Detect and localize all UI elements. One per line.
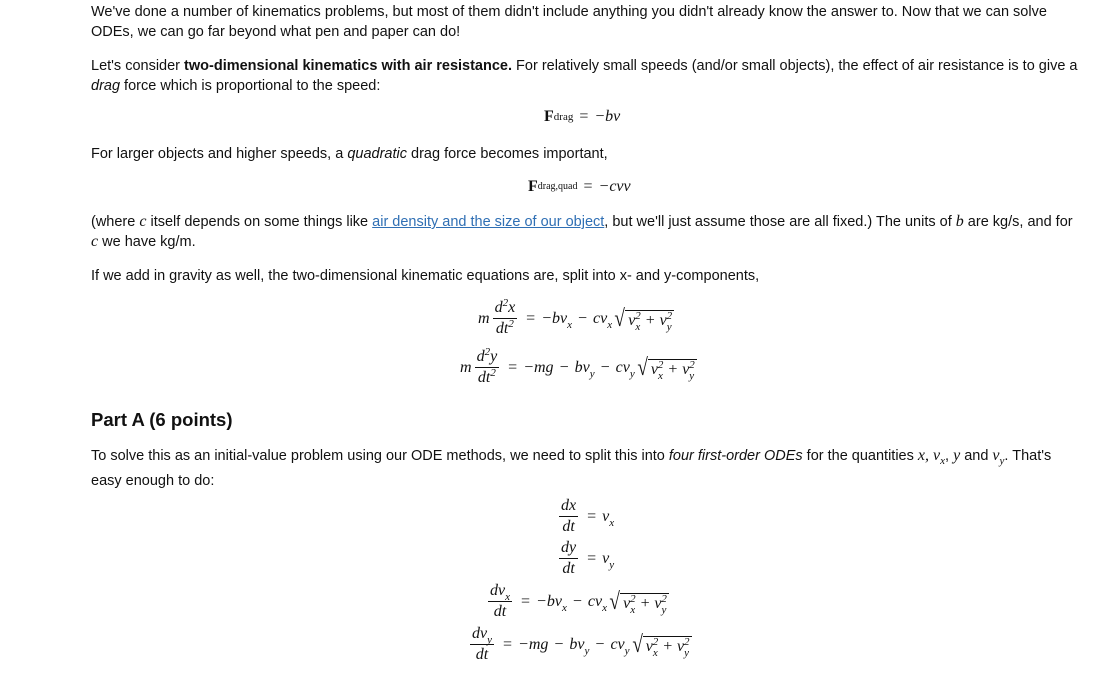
intro-paragraph-4: (where c itself depends on some things like air density and the size of our object, but we'll just assume those are all fixed.) The units of b are kg/s, and for c we have kg/m.	[91, 213, 1073, 250]
intro-paragraph-3: For larger objects and higher speeds, a quadratic drag force becomes important,	[91, 146, 608, 162]
intro-paragraph-5: If we add in gravity as well, the two-dimensional kinematic equations are, split into x- and y-components,	[91, 268, 760, 284]
equation-dvy-dt: $\frac{dv_y}{dt}$ = −mg − $bv_y$ − $cv_y$ √ $v_x^2 + v_y^2$	[472, 625, 690, 663]
equation-y-second-order: m $\frac{d^2y}{dt^2}$ = −mg − $bv_y$ − $cv_y$ √ $v_x^2 + v_y^2$	[460, 346, 695, 386]
intro-paragraph-2: Let's consider two-dimensional kinematics with air resistance. For relatively small speeds (and/or small objects), the effect of air resistance is to give a drag force which is proportional to the speed:	[91, 58, 1078, 94]
equation-quadratic-drag: F drag,quad = −cvv	[528, 178, 631, 195]
equation-linear-drag: F drag = −bv	[544, 108, 621, 125]
part-a-heading: Part A (6 points)	[91, 409, 233, 430]
equation-dvx-dt: $\frac{dv_x}{dt}$ = $-bv_x$ − $cv_x$ √ $v_x^2 + v_y^2$	[490, 582, 667, 620]
equation-dx-dt: $\frac{dx}{dt}$ = $v_x$	[561, 497, 615, 535]
part-a-paragraph: To solve this as an initial-value problem using our ODE methods, we need to split this into four first-order ODEs for the quantities x, $v_x$, y and $v_y$. That's easy enough to do:	[91, 447, 1052, 489]
equation-dy-dt: $\frac{dy}{dt}$ = $v_y$	[561, 539, 615, 577]
intro-paragraph-1: We've done a number of kinematics problems, but most of them didn't include anything you didn't already know the answer to. Now that we can solve ODEs, we can go far beyond what pen and paper can do!	[91, 4, 1047, 40]
equation-x-second-order: m $\frac{d^2x}{dt^2}$ = $-bv_x$ − $cv_x$ √ $v_x^2 + v_y^2$	[478, 297, 673, 337]
air-density-link[interactable]: air density and the size of our object	[372, 214, 605, 230]
